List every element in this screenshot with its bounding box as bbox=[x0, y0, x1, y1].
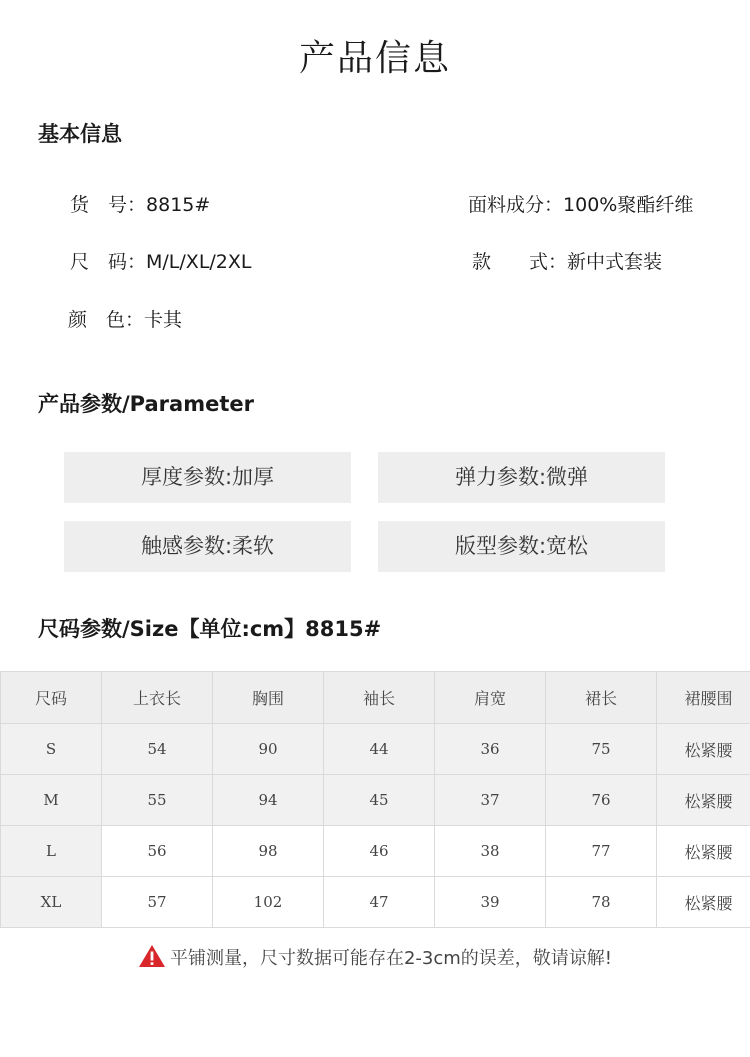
size-row bbox=[70, 247, 252, 274]
table-header-row bbox=[1, 672, 750, 724]
table-cell: 78 bbox=[546, 877, 657, 928]
table-cell: 44 bbox=[324, 724, 435, 775]
table-cell: 39 bbox=[435, 877, 546, 928]
table-row bbox=[1, 775, 750, 826]
color-row bbox=[68, 305, 182, 332]
column-header: 胸围 bbox=[213, 672, 324, 724]
basic-info-heading: 基本信息 bbox=[38, 122, 122, 146]
table-cell: 56 bbox=[102, 826, 213, 877]
table-row bbox=[1, 826, 750, 877]
table-cell: M bbox=[1, 775, 102, 826]
table-cell: XL bbox=[1, 877, 102, 928]
table-cell: 102 bbox=[213, 877, 324, 928]
column-header: 上衣长 bbox=[102, 672, 213, 724]
table-cell: 90 bbox=[213, 724, 324, 775]
style-row bbox=[472, 247, 662, 274]
color-label: 颜 色： bbox=[68, 309, 145, 331]
table-cell: 46 bbox=[324, 826, 435, 877]
fabric-row bbox=[468, 190, 693, 217]
item-number-value: 8815# bbox=[146, 194, 211, 216]
elasticity-param: 弹力参数:微弹 bbox=[378, 452, 665, 503]
table-cell: 55 bbox=[102, 775, 213, 826]
table-cell: 47 bbox=[324, 877, 435, 928]
table-cell: 松紧腰 bbox=[657, 775, 750, 826]
table-cell: 76 bbox=[546, 775, 657, 826]
table-cell: 57 bbox=[102, 877, 213, 928]
table-cell: 77 bbox=[546, 826, 657, 877]
table-cell: L bbox=[1, 826, 102, 877]
fabric-value: 100%聚酯纤维 bbox=[563, 194, 694, 216]
fabric-label: 面料成分： bbox=[468, 194, 564, 216]
color-value: 卡其 bbox=[144, 309, 183, 331]
fit-param: 版型参数:宽松 bbox=[378, 521, 665, 572]
column-header: 裙腰围 bbox=[657, 672, 750, 724]
item-number-label: 货 号： bbox=[70, 194, 147, 216]
size-value: M/L/XL/2XL bbox=[146, 251, 252, 273]
table-cell: 37 bbox=[435, 775, 546, 826]
size-chart-heading: 尺码参数/Size【单位:cm】8815# bbox=[38, 617, 382, 641]
table-cell: 54 bbox=[102, 724, 213, 775]
notice-text: 平铺测量，尺寸数据可能存在2-3cm的误差，敬请谅解! bbox=[169, 948, 613, 969]
table-cell: 38 bbox=[435, 826, 546, 877]
style-value: 新中式套装 bbox=[567, 251, 663, 273]
table-cell: 松紧腰 bbox=[657, 826, 750, 877]
page-title: 产品信息 bbox=[298, 38, 451, 79]
table-row bbox=[1, 724, 750, 775]
item-number-row bbox=[70, 190, 210, 217]
size-table bbox=[0, 671, 750, 928]
table-cell: 松紧腰 bbox=[657, 877, 750, 928]
warning-icon bbox=[138, 944, 166, 973]
table-cell: 94 bbox=[213, 775, 324, 826]
table-cell: 松紧腰 bbox=[657, 724, 750, 775]
table-cell: 98 bbox=[213, 826, 324, 877]
touch-param: 触感参数:柔软 bbox=[64, 521, 351, 572]
parameters-heading: 产品参数/Parameter bbox=[38, 392, 254, 416]
size-label: 尺 码： bbox=[70, 251, 147, 273]
column-header: 肩宽 bbox=[435, 672, 546, 724]
thickness-param: 厚度参数:加厚 bbox=[64, 452, 351, 503]
table-cell: S bbox=[1, 724, 102, 775]
style-label: 款 式： bbox=[472, 251, 568, 273]
column-header: 尺码 bbox=[1, 672, 102, 724]
measurement-notice bbox=[0, 944, 750, 973]
table-cell: 45 bbox=[324, 775, 435, 826]
column-header: 袖长 bbox=[324, 672, 435, 724]
table-cell: 36 bbox=[435, 724, 546, 775]
table-cell: 75 bbox=[546, 724, 657, 775]
column-header: 裙长 bbox=[546, 672, 657, 724]
table-row bbox=[1, 877, 750, 928]
